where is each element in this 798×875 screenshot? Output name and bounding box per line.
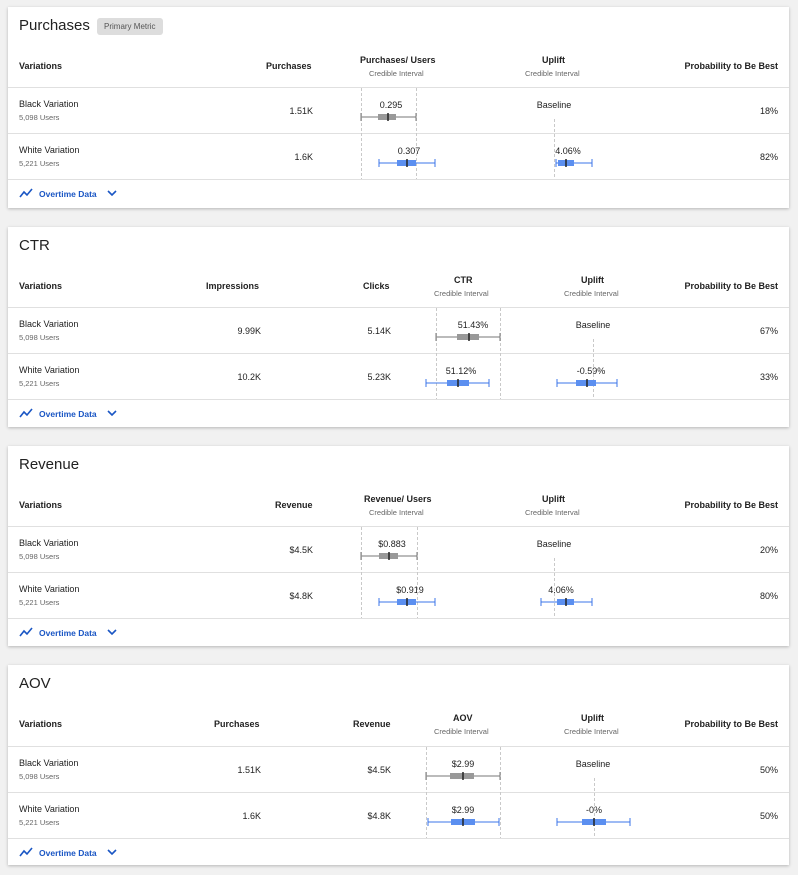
metric-card-revenue [8,446,789,646]
card-title: Purchases [19,17,90,34]
variation-name: Black Variation [19,99,79,109]
divider [8,353,789,354]
header-metric: AOV [453,713,473,723]
trend-line-icon [19,847,33,859]
variant-interval-bar [428,818,499,826]
revenue-value: $4.8K [367,811,391,821]
purchases-value: 1.51K [289,106,313,116]
metric-value-label: 51.43% [457,320,489,330]
divider [8,307,789,308]
header-impressions: Impressions [206,281,260,291]
header-clicks: Clicks [363,281,390,291]
chevron-down-icon [107,628,117,638]
header-uplift: Uplift [581,713,604,723]
variation-users: 5,221 Users [19,818,60,827]
uplift-interval-bar [557,818,630,826]
header-uplift-sub: Credible Interval [525,69,580,78]
divider [8,618,789,619]
card-title: Revenue [19,456,80,473]
overtime-data-toggle[interactable] [19,627,117,639]
divider [8,399,789,400]
trend-line-icon [19,188,33,200]
metric-value-label: 0.295 [379,100,403,110]
overtime-data-toggle[interactable] [19,408,117,420]
header-probability: Probability to Be Best [684,719,778,729]
uplift-interval-bar [541,598,592,606]
chevron-down-icon [107,189,117,199]
uplift-value-label: 4.06% [548,585,574,595]
metric-card-ctr [8,227,789,427]
card-title: CTR [19,237,50,254]
overtime-data-label: Overtime Data [39,848,97,858]
overtime-data-toggle[interactable] [19,847,117,859]
probability-value: 20% [759,545,778,555]
header-variations: Variations [19,500,63,510]
metric-value-label: $0.883 [378,539,406,549]
purchases-value: 1.6K [294,152,313,162]
card-title: AOV [19,675,51,692]
header-uplift: Uplift [542,494,565,504]
metric-value-label: 0.307 [397,146,421,156]
header-metric: Purchases/ Users [360,55,436,65]
variation-name: Black Variation [19,319,79,329]
divider [8,572,789,573]
header-variations: Variations [19,719,63,729]
trend-line-icon [19,408,33,420]
divider [8,746,789,747]
header-metric: Revenue/ Users [364,494,432,504]
header-purchases: Purchases [266,61,312,71]
variation-users: 5,098 Users [19,772,60,781]
variation-users: 5,221 Users [19,379,60,388]
variant-interval-bar [426,379,489,387]
variation-users: 5,098 Users [19,113,60,122]
header-variations: Variations [19,61,63,71]
uplift-value-label: -0.59% [576,366,606,376]
probability-value: 50% [759,811,778,821]
revenue-value: $4.8K [289,591,313,601]
probability-value: 18% [759,106,778,116]
header-metric-sub: Credible Interval [369,508,424,517]
baseline-interval-bar [426,772,500,780]
uplift-value-label: 4.06% [555,146,581,156]
metric-card-aov [8,665,789,865]
clicks-value: 5.14K [367,326,391,336]
baseline-interval-bar [361,113,416,121]
clicks-value: 5.23K [367,372,391,382]
probability-value: 50% [759,765,778,775]
baseline-interval-bar [361,552,417,560]
primary-metric-badge: Primary Metric [97,18,163,35]
variation-users: 5,221 Users [19,598,60,607]
uplift-value-label: Baseline [536,100,572,110]
uplift-value-label: -0% [585,805,603,815]
variation-name: Black Variation [19,758,79,768]
header-revenue: Revenue [353,719,391,729]
header-uplift-sub: Credible Interval [564,727,619,736]
metric-value-label: $2.99 [451,805,475,815]
metric-value-label: $0.919 [396,585,424,595]
revenue-value: $4.5K [289,545,313,555]
credible-interval-plots [8,665,789,865]
header-uplift: Uplift [581,275,604,285]
header-variations: Variations [19,281,63,291]
header-metric: CTR [454,275,473,285]
divider [8,133,789,134]
trend-line-icon [19,627,33,639]
probability-value: 33% [759,372,778,382]
purchases-value: 1.51K [237,765,261,775]
impressions-value: 9.99K [237,326,261,336]
header-metric-sub: Credible Interval [369,69,424,78]
header-uplift-sub: Credible Interval [564,289,619,298]
overtime-data-toggle[interactable] [19,188,117,200]
variation-users: 5,098 Users [19,552,60,561]
uplift-value-label: Baseline [575,320,611,330]
chevron-down-icon [107,848,117,858]
uplift-interval-bar [556,159,592,167]
credible-interval-plots [8,227,789,427]
variation-name: White Variation [19,584,80,594]
header-probability: Probability to Be Best [684,281,778,291]
divider [8,792,789,793]
purchases-value: 1.6K [242,811,261,821]
metric-value-label: $2.99 [451,759,475,769]
variation-name: White Variation [19,145,80,155]
variant-interval-bar [379,598,435,606]
variant-interval-bar [379,159,435,167]
divider [8,179,789,180]
header-metric-sub: Credible Interval [434,289,489,298]
header-metric-sub: Credible Interval [434,727,489,736]
header-uplift-sub: Credible Interval [525,508,580,517]
variation-name: White Variation [19,804,80,814]
metric-card-purchases [8,7,789,208]
divider [8,526,789,527]
variation-users: 5,221 Users [19,159,60,168]
overtime-data-label: Overtime Data [39,628,97,638]
header-probability: Probability to Be Best [684,500,778,510]
probability-value: 82% [759,152,778,162]
metric-value-label: 51.12% [445,366,477,376]
overtime-data-label: Overtime Data [39,409,97,419]
variation-users: 5,098 Users [19,333,60,342]
chevron-down-icon [107,409,117,419]
divider [8,838,789,839]
baseline-interval-bar [436,333,500,341]
header-uplift: Uplift [542,55,565,65]
probability-value: 67% [759,326,778,336]
overtime-data-label: Overtime Data [39,189,97,199]
uplift-value-label: Baseline [575,759,611,769]
uplift-value-label: Baseline [536,539,572,549]
header-probability: Probability to Be Best [684,61,778,71]
header-revenue: Revenue [275,500,313,510]
uplift-interval-bar [557,379,617,387]
impressions-value: 10.2K [237,372,261,382]
variation-name: Black Variation [19,538,79,548]
header-purchases: Purchases [214,719,260,729]
probability-value: 80% [759,591,778,601]
revenue-value: $4.5K [367,765,391,775]
variation-name: White Variation [19,365,80,375]
divider [8,87,789,88]
